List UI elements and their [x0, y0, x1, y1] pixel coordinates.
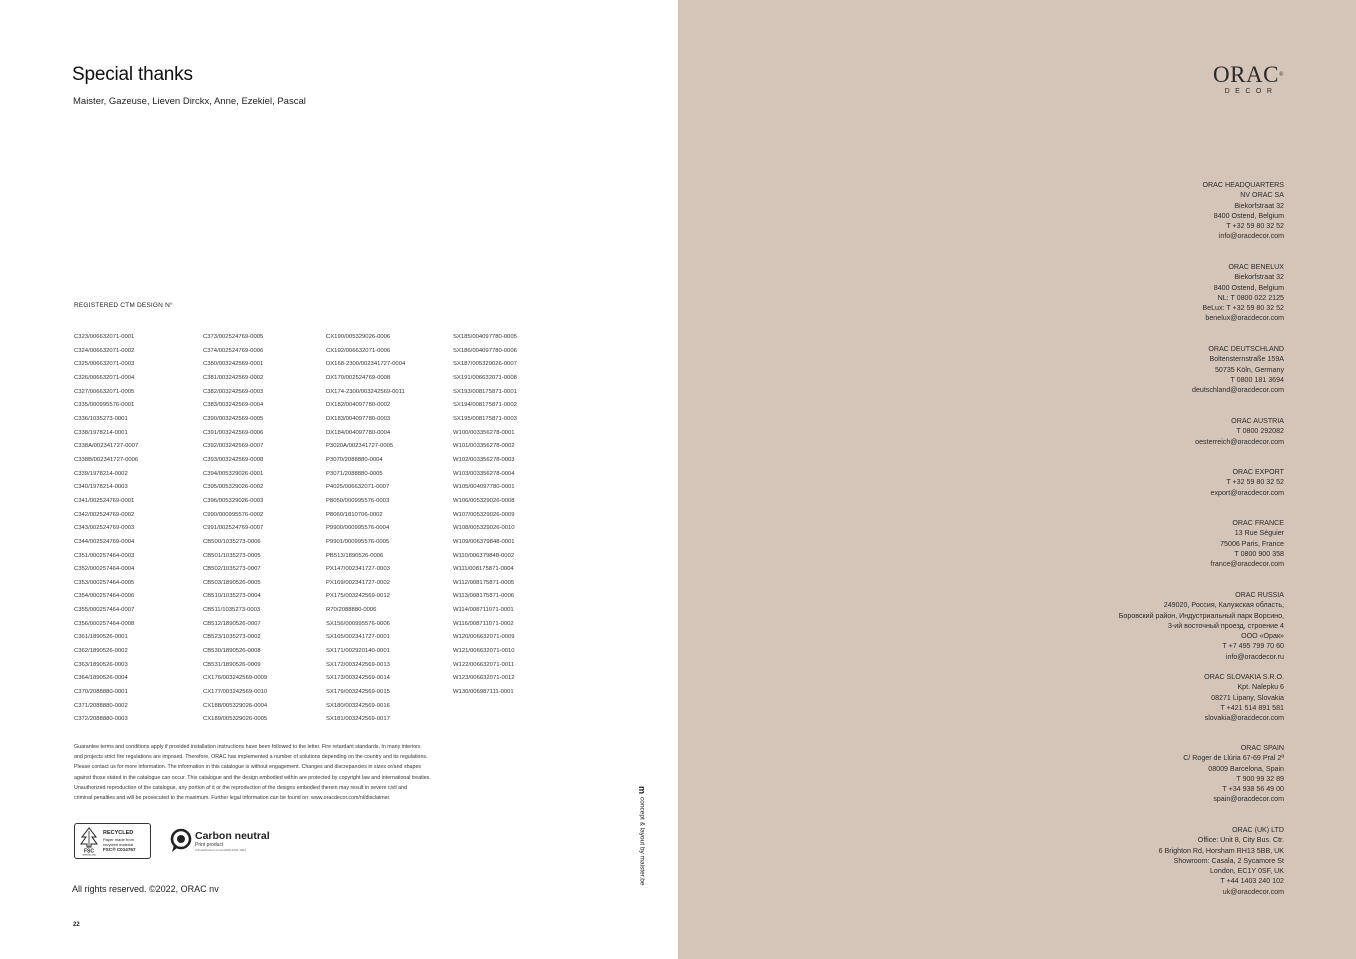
design-code: W122/006632071-0011 — [453, 661, 515, 668]
design-code: CX189/005329026-0005 — [203, 716, 268, 723]
office-line: T 900 99 32 89 — [1236, 774, 1284, 783]
design-code: C343/002524769-0003 — [74, 525, 135, 532]
page-title: Special thanks — [72, 64, 193, 85]
office-line: Biekorfstraat 32 — [1234, 201, 1284, 210]
design-code: P8060/1810706-0002 — [326, 511, 383, 518]
design-code: C356/000257464-0008 — [74, 620, 135, 627]
design-code: CB512/1890526-0007 — [203, 620, 261, 627]
carbon-id: ClimatePartner.com/14458-2203-1001 — [195, 847, 246, 852]
carbon-neutral-icon — [170, 828, 192, 854]
design-code: C990/000995576-0002 — [203, 511, 264, 518]
office-line: T +34 938 56 49 00 — [1222, 785, 1284, 793]
office-line: info@oracdecor.ru — [1225, 652, 1284, 661]
office-name: ORAC DEUTSCHLAND — [1208, 345, 1284, 353]
office-line: 3-ий восточный проезд, строение 4 — [1167, 621, 1284, 630]
legal-line: and projects strict fire regulations are imposed. Therefore, ORAC has implemented a number of solutions depending on the country and its regulations. — [74, 754, 428, 761]
design-code: W113/008175871-0006 — [453, 593, 515, 600]
office-line: france@oracdecor.com — [1210, 560, 1284, 568]
design-code: C342/002524769-0002 — [74, 511, 135, 518]
design-code: W112/008175871-0005 — [453, 579, 515, 586]
legal-line: against those stated in the catalogue can occur. This catalogue and the design embodied within are protected by copyright law and international treaties. — [74, 774, 431, 781]
office-block — [1211, 518, 1284, 569]
design-code: C323/006632071-0001 — [74, 334, 135, 340]
office-block — [1183, 743, 1284, 805]
design-code: CX192/006632071-0006 — [326, 347, 391, 354]
design-code: SX195/008175871-0003 — [453, 415, 517, 422]
office-line: Biekorfstraat 32 — [1234, 273, 1284, 282]
office-line: Kpt. Nalepku 6 — [1237, 683, 1284, 692]
design-code: C380/003242569-0001 — [203, 361, 264, 368]
design-code: C335/000995576-0001 — [74, 402, 135, 409]
design-code: C390/003242569-0005 — [203, 415, 264, 422]
design-code: C381/003242569-0002 — [203, 374, 264, 381]
design-code: CB503/1890526-0005 — [203, 579, 261, 586]
office-line: 8400 Ostend, Belgium — [1213, 283, 1284, 292]
office-line: uk@oracdecor.com — [1222, 887, 1284, 896]
logo-brand-text: ORAC — [1213, 62, 1279, 87]
office-line: Showroom: Casala, 2 Sycamore St — [1173, 856, 1284, 865]
design-code: C352/000257464-0004 — [74, 566, 135, 573]
fsc-recycled-badge — [74, 823, 151, 859]
registered-design-heading: REGISTERED CTM DESIGN N° — [74, 302, 173, 309]
office-line: export@oracdecor.com — [1210, 488, 1284, 497]
logo-registered: ® — [1278, 72, 1284, 78]
office-name: ORAC BENELUX — [1228, 263, 1284, 271]
maister-logo-mark: m — [637, 786, 647, 795]
office-line: 249020, Россия, Калужская область, — [1163, 601, 1284, 610]
office-block — [1119, 590, 1284, 662]
office-line: T +7 495 799 70 60 — [1222, 642, 1284, 651]
design-code: P4025/006632071-0007 — [326, 484, 390, 491]
design-code: W123/006632071-0012 — [453, 675, 515, 682]
design-code: SX185/004097780-0005 — [453, 334, 517, 340]
design-code: C382/003242569-0003 — [203, 388, 264, 395]
office-line: slovakia@oracdecor.com — [1204, 714, 1284, 722]
design-code: C326/006632071-0004 — [74, 374, 135, 381]
office-name: ORAC EXPORT — [1232, 468, 1284, 476]
design-code: W110/006379848-0002 — [453, 552, 515, 559]
carbon-neutral-badge — [170, 827, 270, 855]
logo-sub: DECOR — [1224, 88, 1278, 95]
design-code: C355/000257464-0007 — [74, 607, 135, 614]
design-code: DX174-2300/003242569-0011 — [326, 388, 405, 395]
fsc-code: FSC® C014767 — [103, 847, 136, 852]
design-code: C392/003242569-0007 — [203, 443, 264, 450]
design-code: C362/1890526-0002 — [74, 648, 128, 655]
design-code: CB530/1890526-0008 — [203, 648, 261, 655]
design-code: C374/002524769-0006 — [203, 347, 264, 354]
design-code: P9901/000995576-0005 — [326, 538, 390, 545]
design-code: C341/002524769-0001 — [74, 497, 135, 504]
office-line: NV ORAC SA — [1240, 191, 1284, 200]
design-code: W107/005329026-0009 — [453, 511, 515, 518]
design-code: C336/1035273-0001 — [74, 415, 128, 422]
design-code: SX172/003242569-0013 — [326, 661, 390, 668]
design-code: W106/005329026-0008 — [453, 497, 515, 504]
design-code: W101/003356278-0002 — [453, 443, 515, 450]
design-code: P3020A/002341727-0005 — [326, 443, 394, 450]
design-code: PX175/003242569-0012 — [326, 593, 390, 600]
design-code: CB510/1035273-0004 — [203, 593, 261, 600]
office-line: 6 Brighton Rd, Horsham RH13 5BB, UK — [1158, 846, 1284, 855]
office-line: T 0800 181 3694 — [1230, 375, 1284, 384]
fsc-line-1: Paper made from — [103, 837, 134, 842]
fsc-website: www.fsc.org — [82, 853, 96, 856]
office-block — [1204, 672, 1284, 723]
office-line: C/ Roger de Llúria 67-69 Pral 2ª — [1183, 754, 1284, 763]
fsc-recycled-label: RECYCLED — [103, 830, 134, 836]
design-code: C391/003242569-0006 — [203, 429, 264, 436]
design-code: W120/006632071-0009 — [453, 634, 515, 641]
office-line: deutschland@oracdecor.com — [1192, 386, 1284, 394]
design-code: C395/005329026-0002 — [203, 484, 264, 491]
design-credit — [637, 786, 647, 886]
design-code: C371/2088880-0002 — [74, 702, 128, 709]
legal-line: Unauthorized reproduction of the catalogue, any portion of it or the reproduction of the designs embodied therein may result in severe civil and — [74, 784, 408, 791]
office-name: ORAC FRANCE — [1232, 519, 1284, 527]
office-line: benelux@oracdecor.com — [1205, 314, 1284, 323]
design-code: C344/002524769-0004 — [74, 538, 135, 545]
office-name: ORAC HEADQUARTERS — [1202, 181, 1284, 189]
design-code: C325/006632071-0003 — [74, 361, 135, 368]
office-name: ORAC SLOVAKIA S.R.O. — [1204, 673, 1284, 681]
office-line: 8400 Ostend, Belgium — [1213, 211, 1284, 220]
design-code: C354/000257464-0006 — [74, 593, 135, 600]
office-line: T +44 1403 240 102 — [1220, 877, 1284, 886]
office-line: Boltensternstraße 159A — [1209, 355, 1284, 364]
design-code: C340/1978214-0003 — [74, 484, 128, 491]
office-line: BeLux: T +32 59 80 32 52 — [1202, 304, 1284, 312]
design-code: SX180/003242569-0016 — [326, 702, 390, 709]
office-name: ORAC SPAIN — [1240, 744, 1284, 752]
design-code: P8050/000995576-0003 — [326, 497, 390, 504]
design-code: C339/1978214-0002 — [74, 470, 128, 477]
design-code: C373/002524769-0005 — [203, 334, 264, 340]
design-code: SX187/005329026-0007 — [453, 361, 517, 368]
design-code: SX171/002920140-0001 — [326, 648, 390, 655]
carbon-text — [195, 831, 270, 852]
design-code: C393/003242569-0008 — [203, 456, 264, 463]
design-code: CB500/1035273-0006 — [203, 538, 261, 545]
logo-brand — [1213, 63, 1284, 87]
design-code: SX194/008175871-0002 — [453, 402, 517, 409]
office-line: Office: Unit 8, City Bus. Ctr. — [1197, 836, 1284, 845]
design-code: W121/006632071-0010 — [453, 648, 515, 655]
design-code: W114/008711071-0001 — [453, 607, 514, 614]
design-code: W130/006987111-0001 — [453, 689, 514, 696]
design-code: W103/003356278-0004 — [453, 470, 515, 477]
legal-line: criminal penalties and will be prosecuted to the maximum. Further legal information can be found on: www.oracdecor.com/nl/disclaimer. — [74, 795, 391, 802]
design-code: P9900/000995576-0004 — [326, 525, 390, 532]
design-code: SX186/004097780-0006 — [453, 347, 517, 354]
fsc-logo-text: FSC — [84, 848, 94, 855]
design-code: SX181/003242569-0017 — [326, 716, 390, 723]
office-line: oesterreich@oracdecor.com — [1195, 437, 1284, 446]
credit-text: concept & layout by maister.be — [638, 797, 646, 886]
design-code: CX176/003242569-0009 — [203, 675, 268, 682]
design-code: C338/1978214-0001 — [74, 429, 128, 436]
design-code: W105/004097780-0001 — [453, 484, 515, 491]
design-code: CX177/003242569-0010 — [203, 689, 268, 696]
thanks-list: Maister, Gazeuse, Lieven Dirckx, Anne, Ezekiel, Pascal — [73, 96, 306, 107]
office-line: NL: T 0800 022 2125 — [1217, 293, 1284, 302]
fsc-text — [103, 830, 136, 852]
fsc-line-2: recycled material — [103, 842, 134, 847]
office-line: T +32 59 80 32 52 — [1226, 222, 1284, 230]
office-line: 50735 Köln, Germany — [1214, 365, 1284, 374]
design-code: C370/2088880-0001 — [74, 689, 128, 696]
design-code: C361/1890526-0001 — [74, 634, 128, 641]
design-code: C327/006632071-0005 — [74, 388, 135, 395]
office-line: T 0800 292082 — [1236, 427, 1284, 436]
legal-line: Guarantee terms and conditions apply if provided installation instructions have been followed to the letter. Fire retardant standards. In many interiors — [74, 744, 421, 750]
orac-decor-logo — [1213, 63, 1284, 96]
design-code: CB511/1035273-0003 — [203, 607, 261, 614]
design-code: SX179/003242569-0015 — [326, 689, 390, 696]
design-code: C351/000257464-0003 — [74, 552, 135, 559]
design-code: SX165/002341727-0001 — [326, 634, 390, 641]
codes-column-2 — [203, 331, 267, 727]
design-code: CB502/1035273-0007 — [203, 566, 261, 573]
design-code: DX184/004097780-0004 — [326, 429, 391, 436]
design-code: DX183/004097780-0003 — [326, 415, 391, 422]
design-code: DX170/002524769-0008 — [326, 374, 391, 381]
design-code: W100/003356278-0001 — [453, 429, 515, 436]
design-code: C991/002524769-0007 — [203, 525, 264, 532]
design-code: C372/2088880-0003 — [74, 716, 128, 723]
office-line: ООО «Орак» — [1241, 632, 1284, 640]
legal-line: Please contact us for more information. The information in this catalogue is without engagement. Changes and discrepancies in sizes or/and shapes — [74, 764, 422, 771]
design-code: PB513/1890526-0006 — [326, 552, 384, 559]
carbon-print-label: Print product — [195, 841, 224, 848]
design-code: C324/006632071-0002 — [74, 347, 135, 354]
design-code: CB523/1035273-0002 — [203, 634, 261, 641]
office-line: 75006 Paris, France — [1220, 539, 1284, 548]
design-code: C338B/002341727-0006 — [74, 456, 139, 463]
office-block — [1159, 825, 1284, 897]
office-block — [1192, 344, 1284, 395]
office-line: 08009 Barcelona, Spain — [1208, 764, 1284, 773]
office-line: T +421 514 891 581 — [1220, 703, 1284, 712]
design-code: DX182/004097780-0002 — [326, 402, 391, 409]
design-code: PX147/002341727-0003 — [326, 566, 390, 573]
design-code: C338A/002341727-0007 — [74, 443, 139, 450]
design-code: P3071/2088880-0005 — [326, 470, 383, 477]
design-code: C394/005329026-0001 — [203, 470, 264, 477]
copyright: All rights reserved. ©2022, ORAC nv — [72, 884, 219, 894]
office-block — [1202, 262, 1284, 324]
office-line: London, EC1Y 0SF, UK — [1209, 867, 1284, 875]
office-line: T 0800 900 358 — [1234, 549, 1284, 558]
office-line: T +32 59 80 32 52 — [1226, 478, 1284, 487]
design-code: C364/1890526-0004 — [74, 675, 128, 682]
office-name: ORAC RUSSIA — [1235, 591, 1284, 599]
design-code: W102/003356278-0003 — [453, 456, 515, 463]
design-code: DX168-2300/002341727-0004 — [326, 361, 406, 368]
codes-column-1 — [74, 331, 138, 727]
design-code: R70/2088880-0006 — [326, 607, 377, 614]
design-code: PX169/002341727-0002 — [326, 579, 390, 586]
design-code: CX190/005329026-0006 — [326, 334, 391, 340]
design-code: W109/006379848-0001 — [453, 538, 515, 545]
design-code: W108/005329026-0010 — [453, 525, 515, 532]
office-line: 13 Rue Séguier — [1234, 529, 1284, 538]
design-code: P3070/2088880-0004 — [326, 456, 383, 463]
design-code: SX156/000995576-0006 — [326, 620, 390, 627]
office-line: info@oracdecor.com — [1218, 232, 1284, 241]
design-code: C396/005329026-0003 — [203, 497, 264, 504]
office-line: Боровский район, Индустриальный парк Ворсино, — [1118, 611, 1284, 620]
office-line: spain@oracdecor.com — [1213, 795, 1284, 804]
design-code: CB501/1035273-0005 — [203, 552, 261, 559]
carbon-neutral-label: Carbon neutral — [195, 829, 270, 842]
codes-column-4 — [453, 331, 517, 700]
design-code: SX173/003242569-0014 — [326, 675, 390, 682]
codes-column-3 — [326, 331, 405, 727]
design-code: SX191/006632071-0008 — [453, 374, 517, 381]
design-code: W116/008711071-0002 — [453, 620, 514, 627]
office-name: ORAC AUSTRIA — [1231, 417, 1284, 425]
design-code: C383/003242569-0004 — [203, 402, 264, 409]
office-line: 08271 Lipany, Slovakia — [1211, 693, 1284, 702]
design-code: CB531/1890526-0009 — [203, 661, 261, 668]
design-code: C353/000257464-0005 — [74, 579, 135, 586]
design-code: CX188/005329026-0004 — [203, 702, 268, 709]
design-code: SX193/008175871-0001 — [453, 388, 517, 395]
fsc-tree-icon — [78, 826, 100, 856]
office-block — [1203, 180, 1284, 242]
office-block — [1195, 416, 1284, 447]
right-page — [678, 0, 1356, 959]
office-name: ORAC (UK) LTD — [1232, 826, 1284, 834]
office-block — [1211, 467, 1284, 498]
design-code: C363/1890526-0003 — [74, 661, 128, 668]
legal-notice — [74, 742, 484, 803]
page-number: 22 — [73, 922, 80, 928]
design-code: W111/008175871-0004 — [453, 566, 514, 573]
